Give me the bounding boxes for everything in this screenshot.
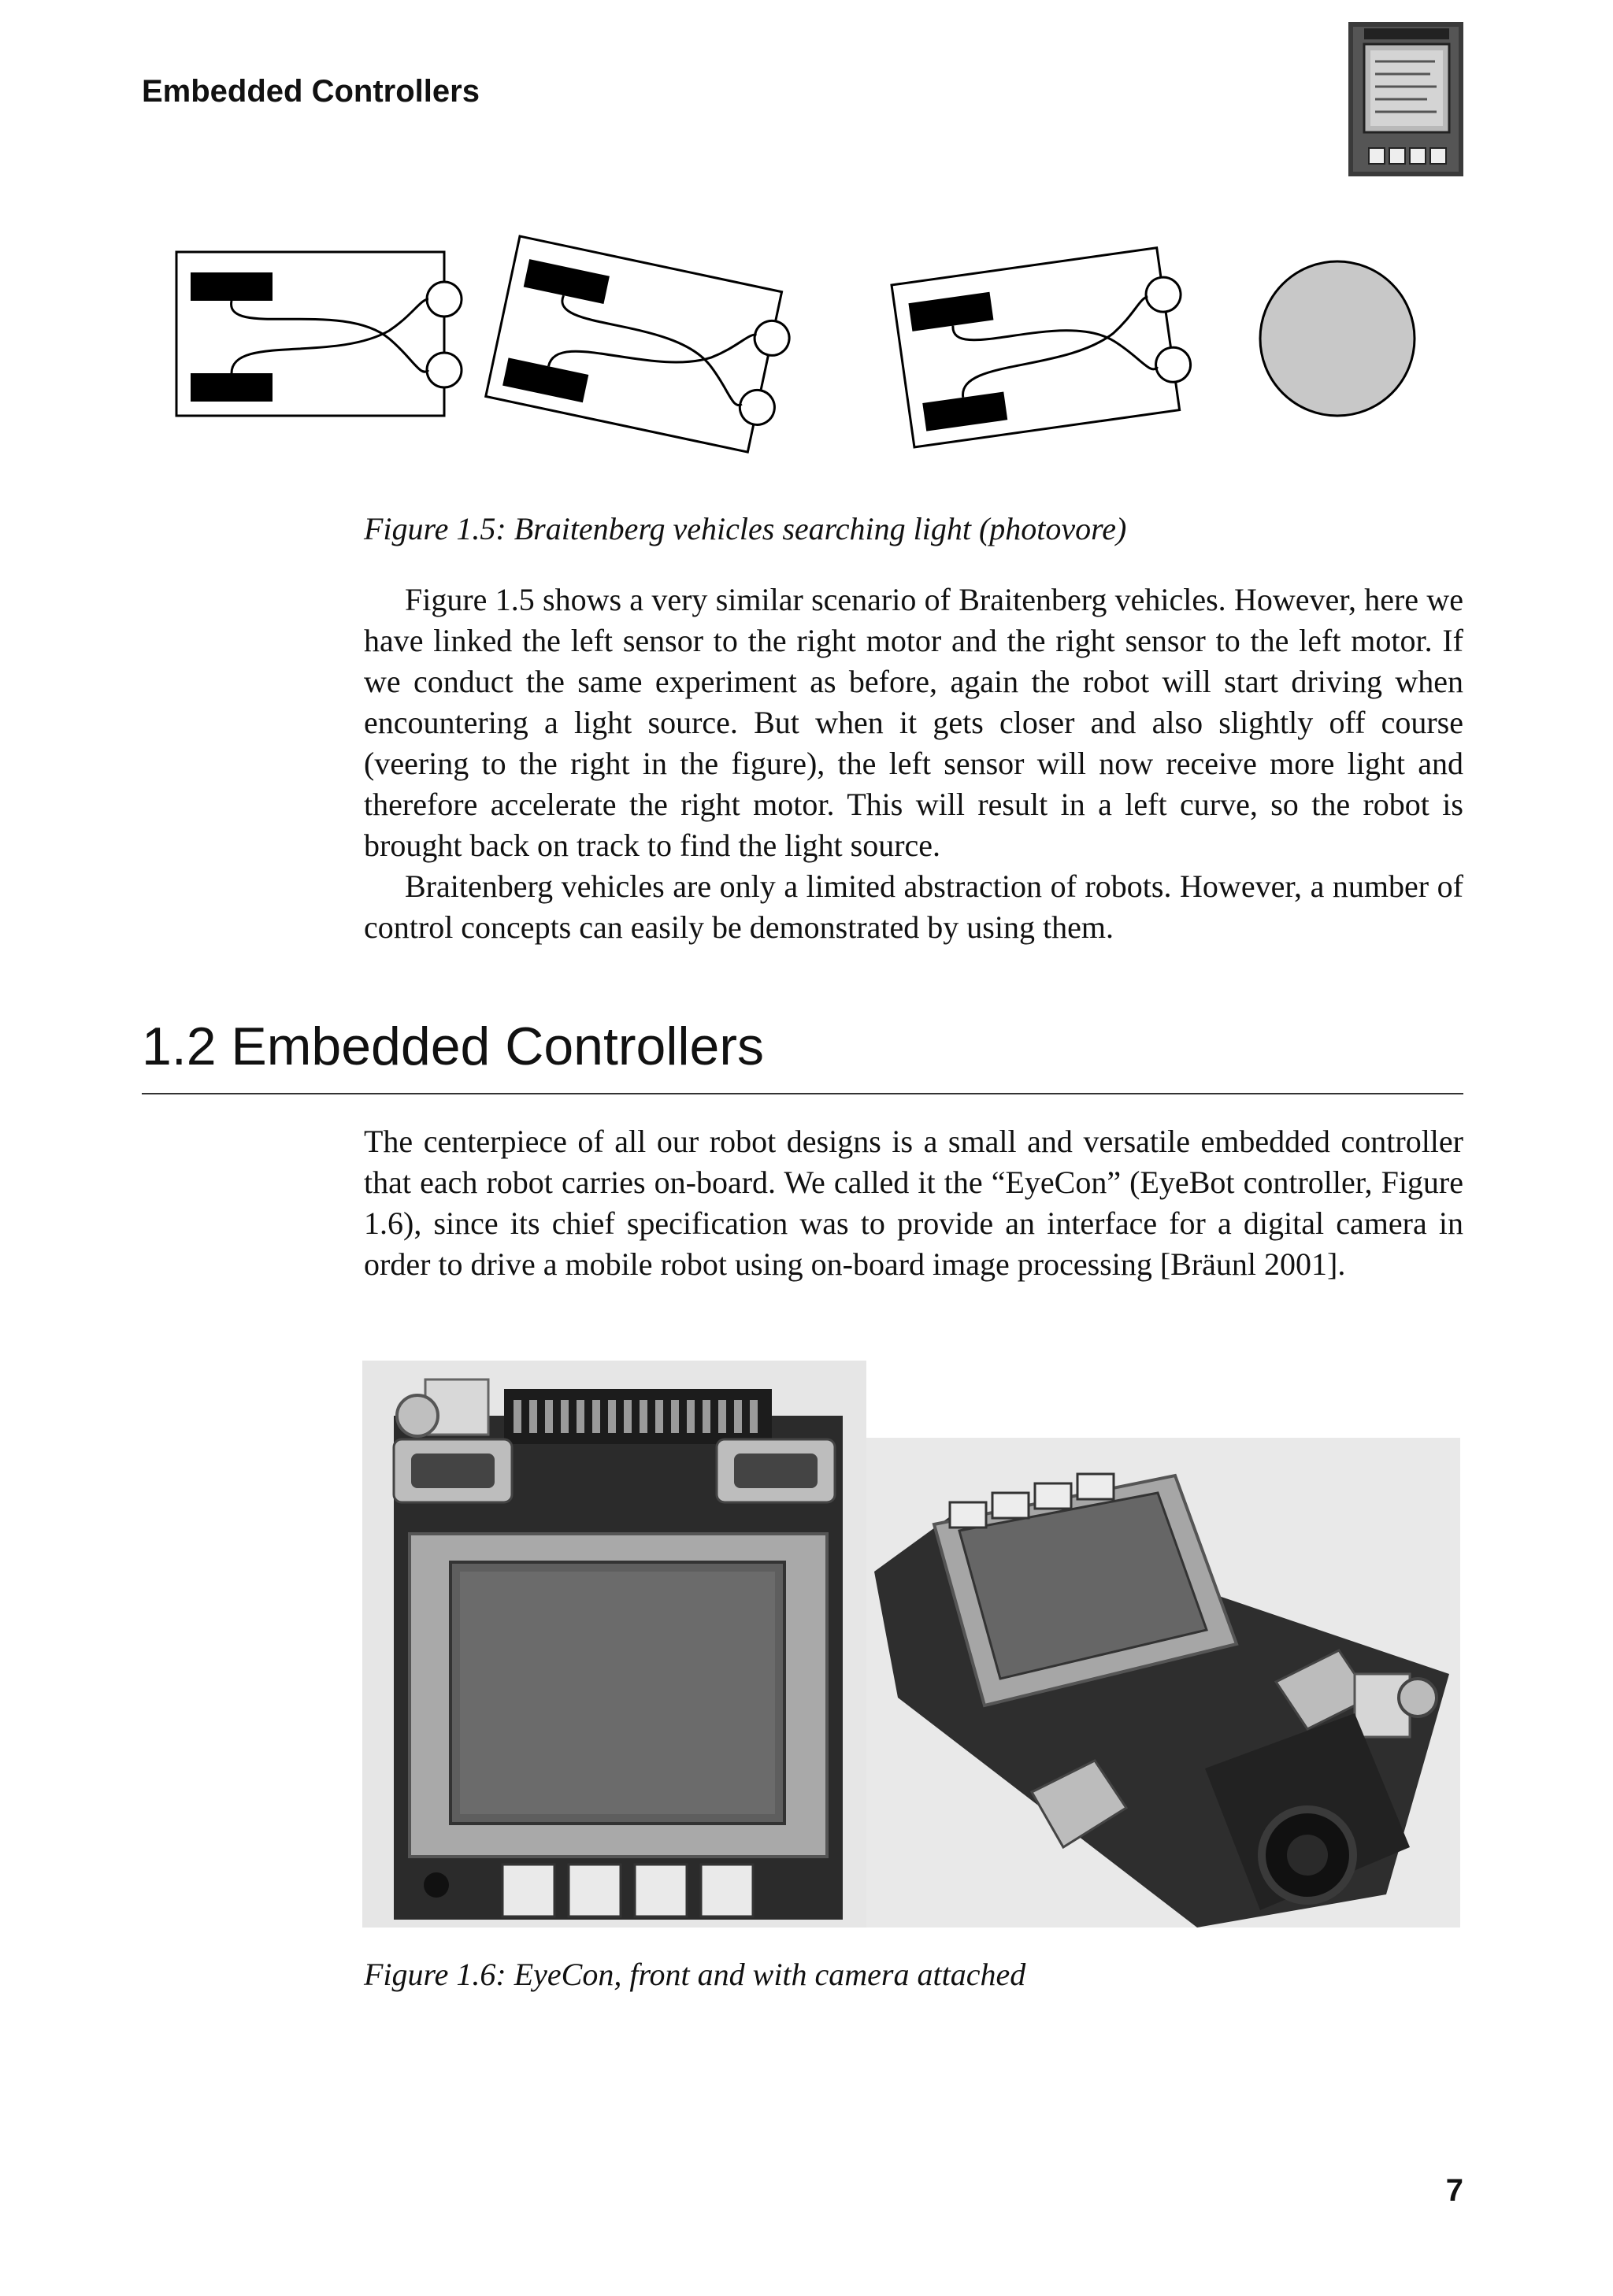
section-paragraph: The centerpiece of all our robot designs is a small and versatile embedded controller that each robot carries on-board. We called it the “EyeCon” (EyeBot controller, Figure 1.6), since its chief specification was to provide an interface for a digital camera in order to drive a mobile robot using on-board image processing [Bräunl 2001]. xyxy=(364,1124,1463,1282)
body-paragraph-2: Braitenberg vehicles are only a limited abstraction of robots. However, a number of control concepts can easily be demonstrated by using them. xyxy=(364,868,1463,945)
light-source xyxy=(1260,261,1415,416)
figure-1-5-caption: Figure 1.5: Braitenberg vehicles searching light (photovore) xyxy=(364,511,1127,546)
eyecon-front-photo xyxy=(362,1361,866,1928)
vehicle-3 xyxy=(892,246,1196,447)
body-paragraph-1: Figure 1.5 shows a very similar scenario of Braitenberg vehicles. However, here we have linked the left sensor to the right motor and the right sensor to the left motor. If we conduct the same experiment as before, again the robot will start driving when encountering a light source. But when it gets closer and also slightly off course (veering to the right in the figure), the left sensor will now receive more light and therefore accelerate the right motor. This will result in a left curve, so the robot is brought back on track to find the light source. xyxy=(364,582,1463,863)
section-heading: 1.2 Embedded Controllers xyxy=(142,1017,765,1076)
figure-1-6-caption: Figure 1.6: EyeCon, front and with camera attached xyxy=(364,1957,1026,1992)
section-divider xyxy=(142,1093,1463,1094)
vehicle-2 xyxy=(486,236,799,456)
page-number: 7 xyxy=(1445,2173,1463,2208)
eyecon-with-camera-photo xyxy=(866,1438,1460,1928)
eyecon-thumbnail-icon xyxy=(1348,22,1463,176)
braitenberg-vehicles-figure xyxy=(173,228,1433,488)
vehicle-1 xyxy=(176,252,462,416)
running-head: Embedded Controllers xyxy=(142,74,480,109)
